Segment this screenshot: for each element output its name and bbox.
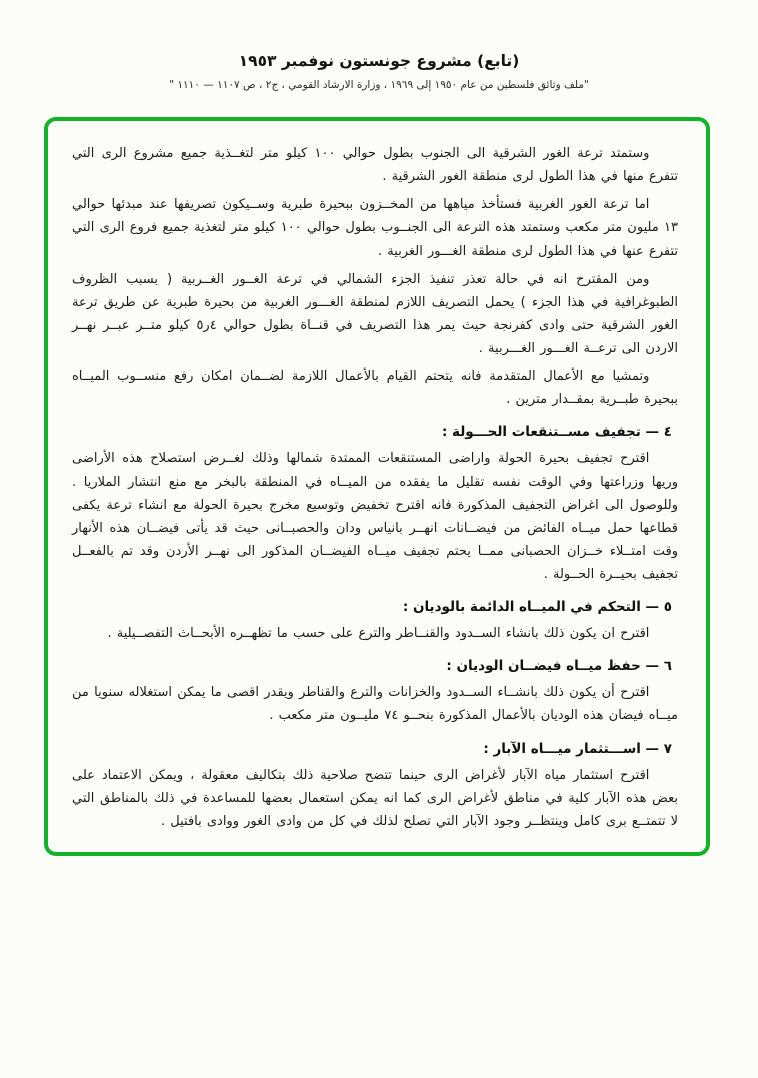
section-heading-6: ٦ — حفظ ميــاه فيضــان الوديان :	[446, 658, 672, 675]
section-heading-7: ٧ — اســـتثمار ميـــاه الآبار :	[483, 740, 672, 757]
doc-source-line: "ملف وثائق فلسطين من عام ١٩٥٠ إلى ١٩٦٩ ، وزارة الارشاد القومي ، ج٢ ، ص ١١٠٧ — ١١١٠ "	[169, 79, 589, 91]
paragraph-wadi-control: اقترح ان يكون ذلك بانشاء الســدود والقنــاطر والترع على حسب ما تظهــره الأبحــاث التفصــيلية .	[107, 626, 650, 642]
paragraph-wells: اقترح استثمار مياه الآبار لأغراض الرى حينما تتضح صلاحية ذلك بتكاليف معقولة ، ويمكن الاعتماد على بعض هذه الآبار كلية في مناطق لأغراض الرى كما انه يمكن استعمال بعضها للمساعدة في ذلك بالمناطق التي لا تتمتــع برى كامل وينتظــر وجود الآبار التي تصلح لذلك في كل من وادى الغور ووادى بافتيل .	[72, 767, 678, 829]
paragraph-flood-storage: اقترح أن يكون ذلك بانشــاء الســدود والخزانات والترع والقناطر ويقدر اقصى ما يمكن استغلاله سنويا من ميــاه فيضان هذه الوديان بالأعمال المذكورة بنحــو ٧٤ مليــون متر مكعب .	[72, 685, 678, 724]
paragraph-north-section: ومن المقترح انه في حالة تعذر تنفيذ الجزء الشمالي في ترعة الغــور الغــربية ( بسبب الظروف الطبوغرافية في هذا الجزء ) يحمل التصريف اللازم لمنطقة الغـــور الغربية من بحيرة طبرية عن طريق ترعة الغور الشرقية حتى وادى كفرنجة حيث يمر هذا التصريف في قنــاة بطول حوالي ٤ر٥ كيلو متــر عبــر نهــر الاردن الى ترعــة الغـــور الغـــربية .	[72, 271, 678, 356]
paragraph-hula-drainage: اقترح تجفيف بحيرة الحولة واراضى المستنقعات الممتدة شمالها وذلك لغــرض استصلاح هذه الأراضى وريها وزراعتها وفي الوقت نفسه تقليل ما يفقده من الميــاه في المنطقة بالبخر مع منع انتشار الملاريا . وللوصول الى اغراض التجفيف المذكورة فانه اقترح تخفيض وتوسيع مخرج بحيرة الحولة مع انشاء ترعة يكفى قطاعها حمل ميــاه الفائض من فيضــانات انهــر بانياس ودان والحصبــانى حيث قد يأتى فيضــان هذه الأنهار وقت امتــلاء خــزان الحصبانى ممــا يحتم تجفيف ميــاه الفيضــان المذكور الى نهــر الأردن وقد تم بالفعــل تجفيف بحيــرة الحــولة .	[72, 451, 678, 582]
page-header	[0, 52, 758, 91]
section-heading-5: ٥ — التحكم في الميــاه الدائمة بالوديان :	[402, 599, 672, 616]
paragraph-canal-west: اما ترعة الغور الغربية فستأخذ مياهها من المخــزون ببحيرة طبرية وســيكون تصريفها عند مبدئها حوالي ١٣ مليون متر مكعب وستمتد هذه الترعة الى الجنــوب بطول حوالي ١٠٠ كيلو متر لتغذية جميع فروع الرى التي تتفرع عنها في هذا الطول لرى منطقة الغـــور الغربية .	[72, 197, 678, 259]
paragraph-canal-east: وستمتد ترعة الغور الشرقية الى الجنوب بطول حوالي ١٠٠ كيلو متر لتغــذية جميع مشروع الرى التي تتفرع منها في هذا الطول لرى منطقة الغور الشرقية .	[72, 146, 678, 185]
section-heading-4: ٤ — تجفيف مســتنقعات الحـــولة :	[441, 424, 672, 441]
document-frame	[44, 117, 710, 856]
paragraph-lake-level: وتمشيا مع الأعمال المتقدمة فانه يتحتم القيام بالأعمال اللازمة لضــمان امكان رفع منســوب الميــاه ببحيرة طبــرية بمقــدار مترين .	[72, 369, 678, 408]
doc-title: (تابع) مشروع جونستون نوفمبر ١٩٥٣	[238, 52, 520, 70]
